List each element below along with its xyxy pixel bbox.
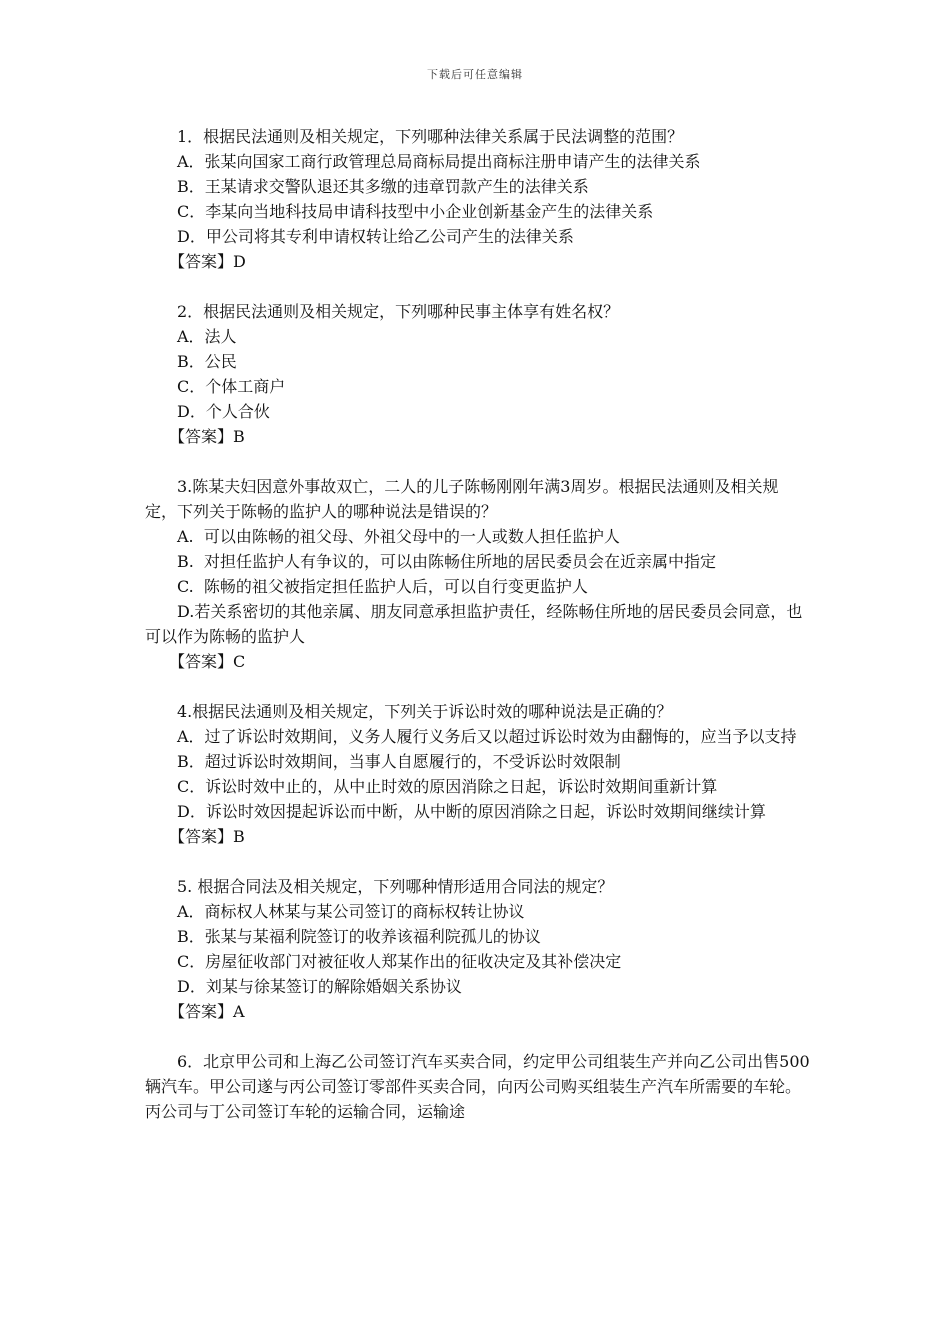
- option-c: C. 陈畅的祖父被指定担任监护人后，可以自行变更监护人: [177, 577, 588, 596]
- option-d: D．诉讼时效因提起诉讼而中断，从中断的原因消除之日起，诉讼时效期间继续计算: [177, 802, 766, 821]
- option-c: C．李某向当地科技局申请科技型中小企业创新基金产生的法律关系: [177, 202, 654, 221]
- answer: 【答案】B: [169, 827, 245, 846]
- option-c: C．诉讼时效中止的，从中止时效的原因消除之日起，诉讼时效期间重新计算: [177, 777, 718, 796]
- option-d: D．刘某与徐某签订的解除婚姻关系协议: [177, 977, 462, 996]
- option-a: A．法人: [177, 327, 237, 346]
- question-stem: 2．根据民法通则及相关规定，下列哪种民事主体享有姓名权？: [177, 302, 620, 321]
- option-d: D．个人合伙: [177, 402, 270, 421]
- question-stem: 5. 根据合同法及相关规定，下列哪种情形适用合同法的规定？: [177, 877, 614, 896]
- option-b: B．王某请求交警队退还其多缴的违章罚款产生的法律关系: [177, 177, 589, 196]
- option-c: C．个体工商户: [177, 377, 286, 396]
- question-3: [145, 474, 810, 674]
- option-d: D.若关系密切的其他亲属、朋友同意承担监护责任，经陈畅住所地的居民委员会同意，也可以作为陈畅的监护人: [145, 602, 803, 646]
- answer: 【答案】A: [169, 1002, 245, 1021]
- option-b: B．张某与某福利院签订的收养该福利院孤儿的协议: [177, 927, 541, 946]
- question-stem: 6．北京甲公司和上海乙公司签订汽车买卖合同，约定甲公司组装生产并向乙公司出售500辆汽车。甲公司遂与丙公司签订零部件买卖合同，向丙公司购买组装生产汽车所需要的车轮。丙公司与丁公司签订车轮的运输合同，运输途: [145, 1052, 810, 1121]
- question-stem: 1．根据民法通则及相关规定，下列哪种法律关系属于民法调整的范围？: [177, 127, 684, 146]
- option-a: A．商标权人林某与某公司签订的商标权转让协议: [177, 902, 525, 921]
- question-stem: 4.根据民法通则及相关规定，下列关于诉讼时效的哪种说法是正确的？: [177, 702, 673, 721]
- question-5: [145, 874, 810, 1024]
- option-b: B. 对担任监护人有争议的，可以由陈畅住所地的居民委员会在近亲属中指定: [177, 552, 717, 571]
- question-2: [145, 299, 810, 449]
- document-body: [145, 124, 810, 1149]
- question-4: [145, 699, 810, 849]
- answer: 【答案】B: [169, 427, 245, 446]
- page-header: 下载后可任意编辑: [427, 68, 523, 81]
- question-6: [145, 1049, 810, 1124]
- option-a: A. 可以由陈畅的祖父母、外祖父母中的一人或数人担任监护人: [177, 527, 620, 546]
- option-d: D．甲公司将其专利申请权转让给乙公司产生的法律关系: [177, 227, 574, 246]
- answer: 【答案】C: [169, 652, 246, 671]
- option-a: A．过了诉讼时效期间，义务人履行义务后又以超过诉讼时效为由翻悔的，应当予以支持: [177, 727, 797, 746]
- option-a: A．张某向国家工商行政管理总局商标局提出商标注册申请产生的法律关系: [177, 152, 701, 171]
- option-c: C．房屋征收部门对被征收人郑某作出的征收决定及其补偿决定: [177, 952, 622, 971]
- question-1: [145, 124, 810, 274]
- option-b: B．超过诉讼时效期间，当事人自愿履行的，不受诉讼时效限制: [177, 752, 621, 771]
- question-stem: 3.陈某夫妇因意外事故双亡，二人的儿子陈畅刚刚年满3周岁。根据民法通则及相关规定，下列关于陈畅的监护人的哪种说法是错误的？: [145, 477, 779, 521]
- answer: 【答案】D: [169, 252, 246, 271]
- option-b: B．公民: [177, 352, 237, 371]
